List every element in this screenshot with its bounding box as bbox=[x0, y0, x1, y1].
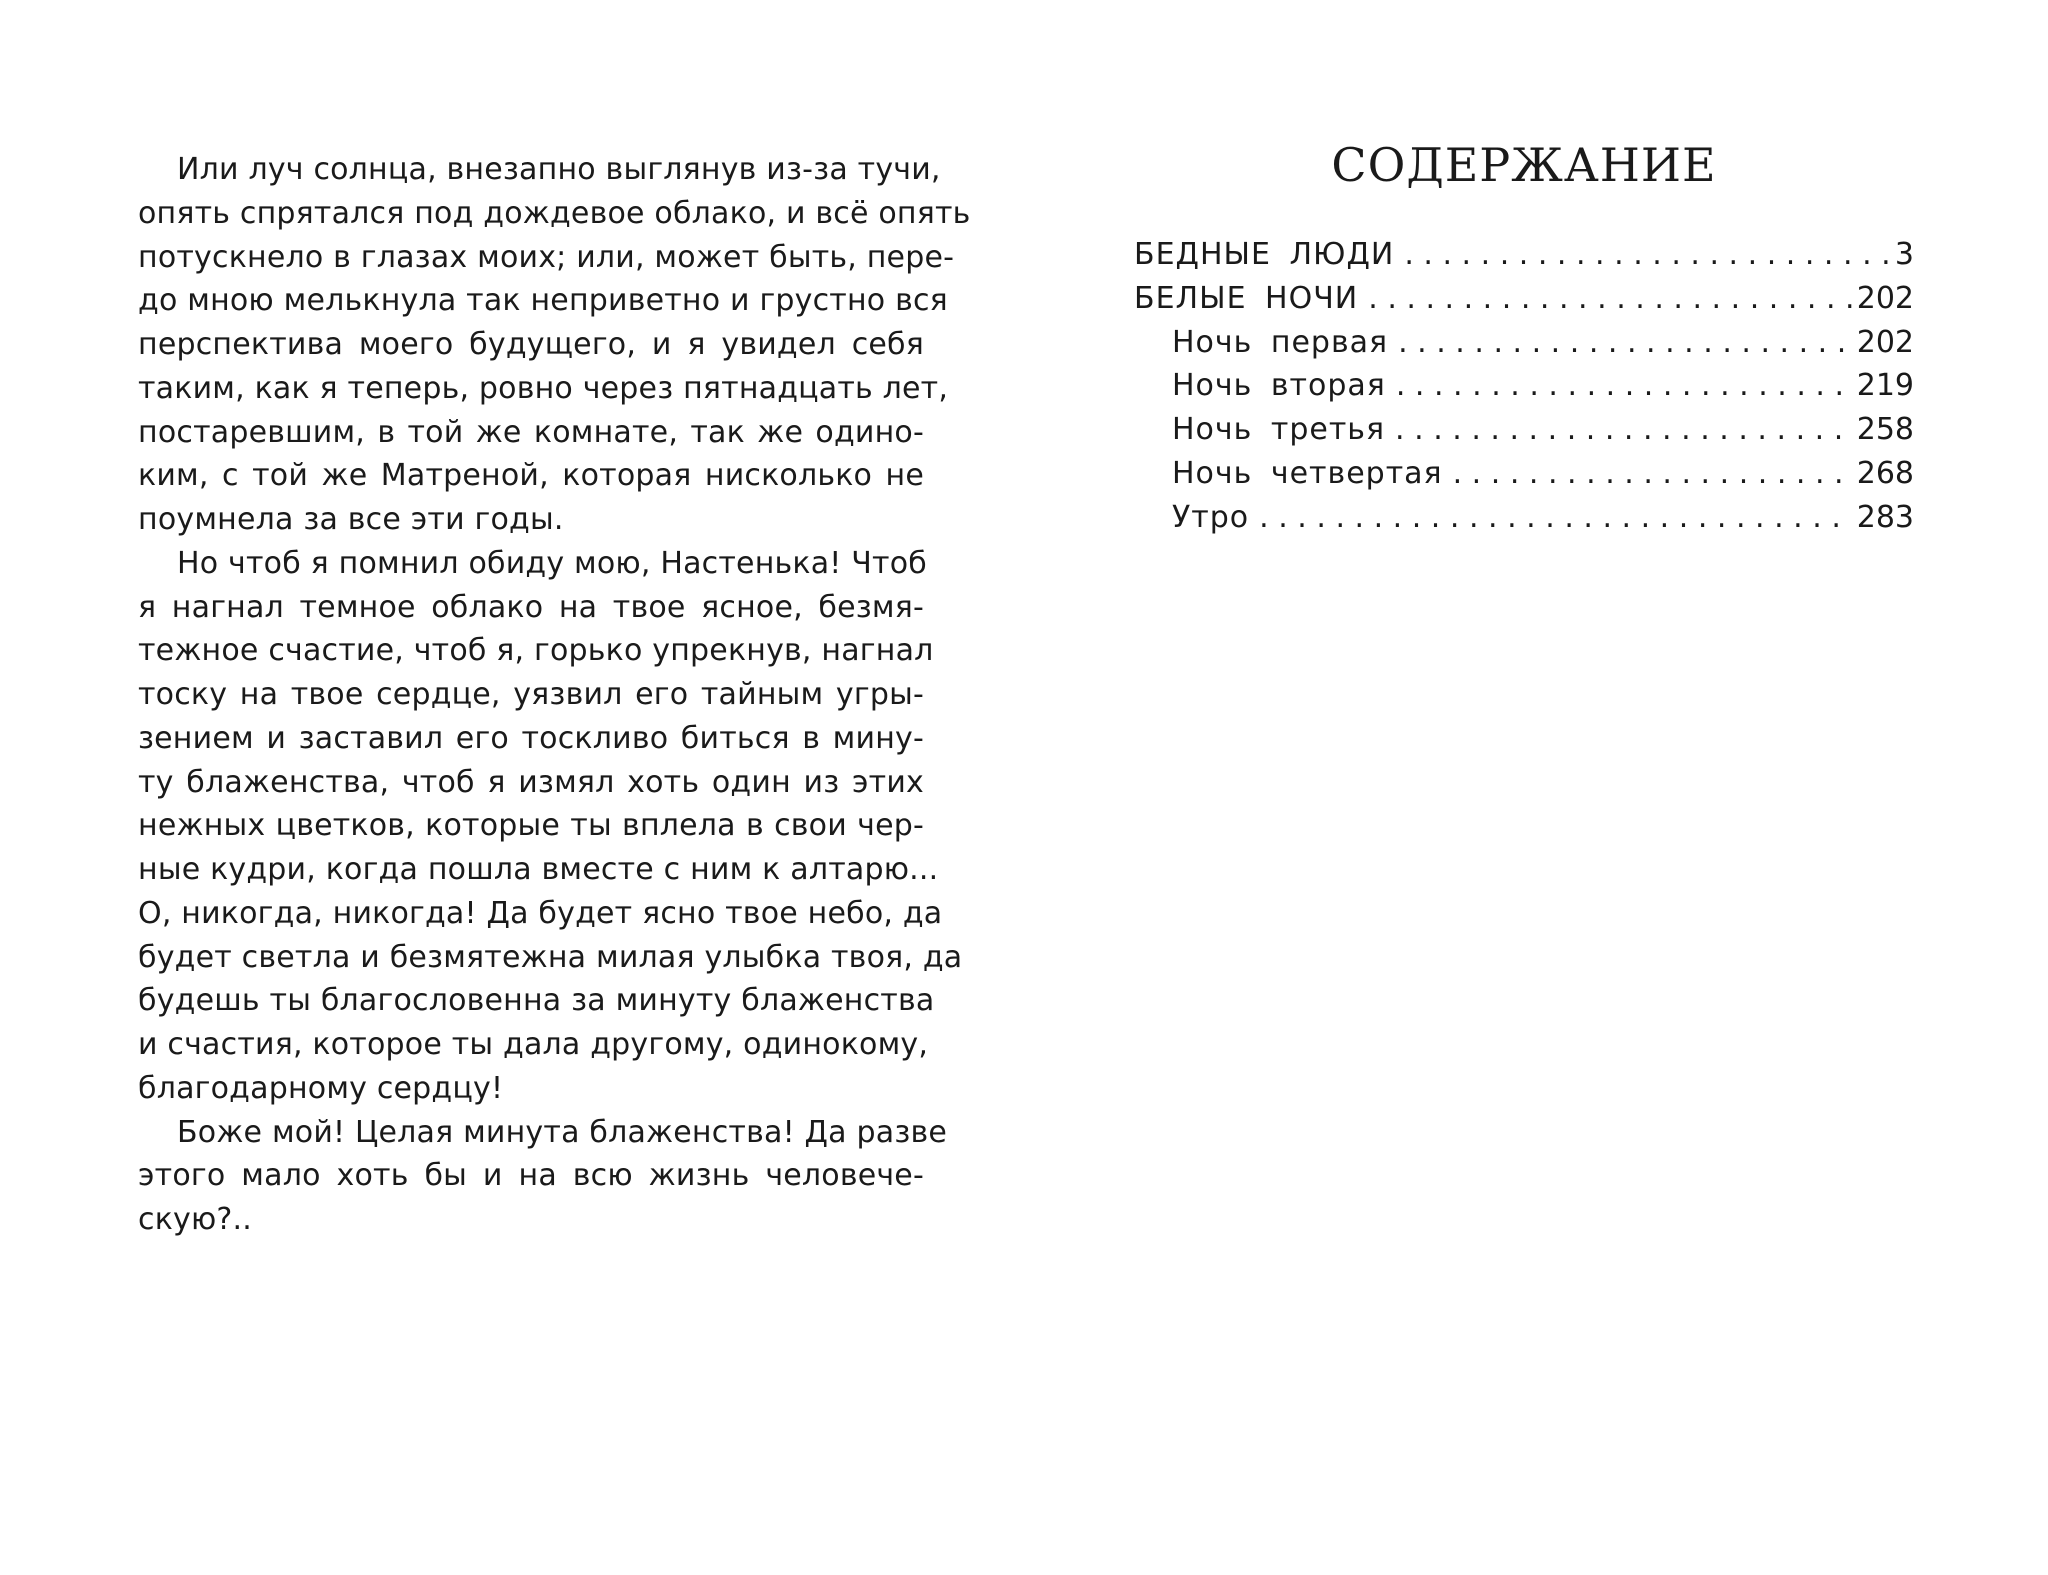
toc-leader-dots bbox=[1395, 408, 1853, 452]
text-line: ким, с той же Матреной, которая нисколько не bbox=[138, 458, 924, 494]
toc-entry-label: Ночь вторая bbox=[1172, 368, 1386, 404]
toc-leader-dots bbox=[1396, 364, 1853, 408]
toc-entry-label: Утро bbox=[1172, 499, 1250, 535]
text-line: нежных цветков, которые ты вплела в свои чер- bbox=[138, 808, 924, 844]
text-line: до мною мелькнула так неприветно и грустно вся bbox=[138, 283, 948, 319]
text-line: ту блаженства, чтоб я измял хоть один из этих bbox=[138, 764, 924, 800]
text-line: я нагнал темное облако на твое ясное, безмя- bbox=[138, 589, 924, 625]
text-line: О, никогда, никогда! Да будет ясно твое небо, да bbox=[138, 895, 943, 931]
toc-title: СОДЕРЖАНИЕ bbox=[1331, 138, 1717, 192]
toc-entry-label: Ночь третья bbox=[1172, 412, 1386, 447]
toc-entry bbox=[1134, 277, 1914, 321]
toc-leader-dots bbox=[1453, 452, 1853, 496]
toc-subentry bbox=[1134, 321, 1914, 365]
toc-leader-dots bbox=[1259, 496, 1853, 540]
text-line: Но чтоб я помнил обиду мою, Настенька! Чтоб bbox=[177, 545, 927, 581]
toc-subentry bbox=[1134, 452, 1914, 496]
toc-subentry bbox=[1134, 364, 1914, 408]
text-line: постаревшим, в той же комнате, так же одино- bbox=[138, 414, 924, 450]
text-line: потускнело в глазах моих; или, может быть, пере- bbox=[138, 239, 955, 275]
text-line: этого мало хоть бы и на всю жизнь человече- bbox=[138, 1158, 924, 1194]
table-of-contents bbox=[1134, 135, 1914, 539]
toc-entry-label: Ночь четвертая bbox=[1172, 455, 1443, 491]
toc-leader-dots bbox=[1398, 321, 1853, 365]
toc-subentry bbox=[1134, 408, 1914, 452]
toc-entry-label: Ночь первая bbox=[1172, 324, 1389, 360]
toc-entry-page: 268 bbox=[1856, 455, 1914, 491]
toc-leader-dots bbox=[1404, 233, 1891, 277]
text-line: будешь ты благословенна за минуту блаженства bbox=[138, 983, 935, 1019]
text-line: будет светла и безмятежна милая улыбка твоя, да bbox=[138, 939, 963, 975]
text-line: скую?.. bbox=[138, 1202, 253, 1237]
text-line: Боже мой! Целая минута блаженства! Да разве bbox=[177, 1114, 948, 1150]
text-line: ные кудри, когда пошла вместе с ним к алтарю... bbox=[138, 852, 939, 887]
toc-entry-page: 3 bbox=[1894, 237, 1914, 272]
toc-entry bbox=[1134, 233, 1914, 277]
toc-entry-label: БЕЛЫЕ НОЧИ bbox=[1134, 280, 1359, 316]
text-line: перспектива моего будущего, и я увидел себя bbox=[138, 327, 924, 362]
text-line: благодарному сердцу! bbox=[138, 1070, 504, 1106]
text-line: таким, как я теперь, ровно через пятнадцать лет, bbox=[138, 370, 949, 406]
toc-entry-label: БЕДНЫЕ ЛЮДИ bbox=[1134, 237, 1395, 272]
text-line: зением и заставил его тоскливо биться в мину- bbox=[138, 720, 924, 756]
text-line: и счастия, которое ты дала другому, одинокому, bbox=[138, 1027, 929, 1062]
toc-entry-page: 202 bbox=[1856, 324, 1914, 360]
left-page bbox=[138, 148, 971, 1242]
toc-leader-dots bbox=[1368, 277, 1852, 321]
text-line: тежное счастие, чтоб я, горько упрекнув, нагнал bbox=[138, 633, 934, 669]
text-line: поумнела за все эти годы. bbox=[138, 502, 564, 537]
text-line: Или луч солнца, внезапно выглянув из-за тучи, bbox=[177, 152, 941, 187]
toc-entry-page: 258 bbox=[1856, 412, 1914, 447]
toc-entry-page: 283 bbox=[1856, 499, 1914, 535]
toc-entry-page: 202 bbox=[1856, 280, 1914, 316]
text-line: опять спрятался под дождевое облако, и всё опять bbox=[138, 195, 971, 231]
toc-entry-page: 219 bbox=[1856, 368, 1914, 404]
toc-subentry bbox=[1134, 496, 1914, 540]
text-line: тоску на твое сердце, уязвил его тайным угры- bbox=[138, 677, 924, 712]
